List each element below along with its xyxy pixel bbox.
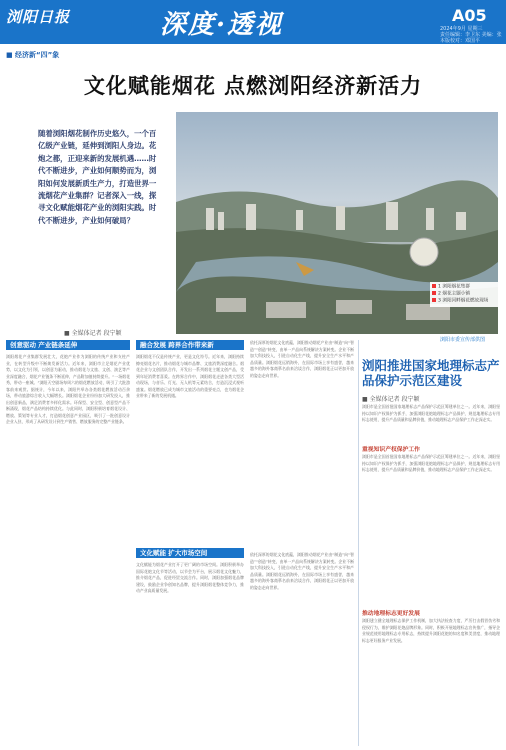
right-column-2: 浏阳建立健全地理标志保护工作机制，加大执法检查力度，严厉打击假冒伪劣和侵权行为，维护浏阳花炮品牌形象。同时，积极开展地理标志宣传推广，指导企业规范使用地理标志专用标志，持续提升浏阳花炮的知名度和美誉度，推动地理标志更好服务产业发展。 bbox=[362, 618, 500, 643]
page-number: A05 bbox=[452, 6, 487, 25]
legend-item bbox=[432, 291, 502, 298]
photo-caption: 浏阳市委宣传部供图 bbox=[440, 337, 486, 343]
section-header-middle: 融合发展 跨界合作带来新 bbox=[136, 340, 244, 350]
legend-text: 1 浏阳烟花集群 bbox=[438, 284, 470, 290]
section-header-middle-2: 文化赋能 扩大市场空间 bbox=[136, 548, 244, 558]
column-divider bbox=[358, 340, 359, 746]
column-tag: ■ 经济新“四”象 bbox=[6, 51, 60, 59]
article-column-1: 浏阳烟花产业集群发展壮大，花炮产业作为浏阳的传统产业和支柱产业，在转型升级中不断焕发新活力。近年来，浏阳市立足烟花产业优势，以文化为引领，以创意为驱动，推动烟花与文旅、文创、演艺等产业深度融合，烟花产业链条不断延伸，产品附加值持续提升。“一场烟花秀，带动一座城。”浏阳天空剧场每周六的烟花燃放活动，吸引了大批游客前来观赏。据统计，今年以来，浏阳共举办各类烟花燃放活动百余场，带动旅游综合收入大幅增长。浏阳烟花企业纷纷加大研发投入，推出创意新品，满足消费者多样化需求。环保型、安全型、创意型产品不断涌现，烟花产品结构持续优化。与此同时，浏阳积极培育烟花设计、燃放、策划等专业人才，打造烟花创意产业园区，吸引了一批创意设计企业入驻，形成了从研发设计到生产销售、燃放服务的完整产业链条。 bbox=[6, 354, 130, 425]
right-intro: 浏阳市是全国首批国家地理标志产品保护示范区筹建单位之一。近年来，浏阳坚持以知识产权保护为抓手，加强浏阳花炮地理标志产品保护，规范地理标志专用标志使用，提升产品质量和品牌价值，推动地理标志产品保护工作走深走实。 bbox=[362, 404, 500, 423]
legend-dot bbox=[432, 284, 436, 288]
legend-dot bbox=[432, 291, 436, 295]
masthead-editor: 责任编辑：李卫东 美编：张 bbox=[440, 32, 502, 38]
byline: ■ 全媒体记者 段宁颖 bbox=[64, 330, 122, 337]
legend-dot bbox=[432, 298, 436, 302]
masthead-proofreader: 本版校对：邓国平 bbox=[440, 38, 481, 44]
newspaper-logo: 浏阳日报 bbox=[6, 8, 71, 26]
legend-text: 2 烟花主题小镇 bbox=[438, 291, 470, 297]
right-subhead-1: 重视知识产权保护工作 bbox=[362, 447, 420, 453]
article-column-3: 依托深厚的烟花文化底蕴，浏阳推动烟花产业由“制造”向“智造”“创造”转变，由单一产品向系统解决方案转变。企业不断加大科技投入，引进自动化生产线，提升安全生产水平和产品质量。浏阳烟花远销海外，在国际市场上享有盛誉，越来越多的海外客商慕名前来洽谈合作，浏阳烟花正以更加开放的姿态走向世界。 bbox=[250, 340, 354, 378]
masthead-date: 2024年9月 星期三 bbox=[440, 26, 483, 32]
article-column-4: 文化赋能为烟花产业打开了更广阔的市场空间。浏阳积极举办国际花炮文化节等活动，以节会为平台，展示烟花文化魅力，推介烟花产品，促进经贸交流合作。同时，浏阳加强烟花品牌建设，鼓励企业争创知名品牌，提升浏阳烟花整体竞争力，推动产业高质量发展。 bbox=[136, 562, 244, 594]
legend-text: 3 浏阳河畔烟花燃放现场 bbox=[438, 298, 489, 304]
right-byline: ■ 全媒体记者 段宁颖 bbox=[362, 396, 420, 403]
right-subhead-2: 推动地理标志更好发展 bbox=[362, 611, 420, 617]
legend-item bbox=[432, 298, 502, 305]
lead-paragraph: 随着浏阳烟花制作历史悠久，一个百亿级产业链，延伸到浏阳人身边。花炮之都，正迎来新的发展机遇……时代不断进步，产业如何顺势而为，浏阳如何发展新质生产力，打造世界一流烟花产业集群？记者深入一线，探寻文化赋能烟花产业的浏阳实践。时代不断进步，产业如何破局？ bbox=[38, 129, 157, 225]
article-column-2: 浏阳烟花不仅是传统产业，更是文化符号。近年来，浏阳持续擦亮烟花名片，推动烟花与城市品牌、文旅消费深度融合。烟花企业与文创团队合作，开发出一系列烟花主题文创产品，受到年轻消费者喜爱。在跨界合作中，浏阳烟花走进各类大型活动现场，与音乐、灯光、无人机等元素结合，打造沉浸式视听盛宴。烟花燃放已成为城市文旅活动的重要亮点，也为烟花企业带来了新的发展机遇。 bbox=[136, 354, 244, 399]
legend-item bbox=[432, 284, 502, 291]
headline: 文化赋能烟花 点燃浏阳经济新活力 bbox=[83, 74, 423, 98]
article-column-4b: 依托深厚的烟花文化底蕴，浏阳推动烟花产业由“制造”向“智造”“创造”转变，由单一产品向系统解决方案转变。企业不断加大科技投入，引进自动化生产线，提升安全生产水平和产品质量。浏阳烟花远销海外，在国际市场上享有盛誉，越来越多的海外客商慕名前来洽谈合作，浏阳烟花正以更加开放的姿态走向世界。 bbox=[250, 552, 354, 590]
right-headline: 浏阳推进国家地理标志产品保护示范区建设 bbox=[362, 358, 500, 388]
section-header-left: 创意驱动 产业链条延伸 bbox=[6, 340, 130, 350]
photo-legend bbox=[430, 282, 504, 307]
masthead bbox=[0, 0, 506, 44]
section-title: 深度·透视 bbox=[160, 10, 284, 40]
right-column-1: 浏阳市是全国首批国家地理标志产品保护示范区筹建单位之一。近年来，浏阳坚持以知识产权保护为抓手，加强浏阳花炮地理标志产品保护，规范地理标志专用标志使用，提升产品质量和品牌价值，推动地理标志产品保护工作走深走实。 bbox=[362, 454, 500, 473]
